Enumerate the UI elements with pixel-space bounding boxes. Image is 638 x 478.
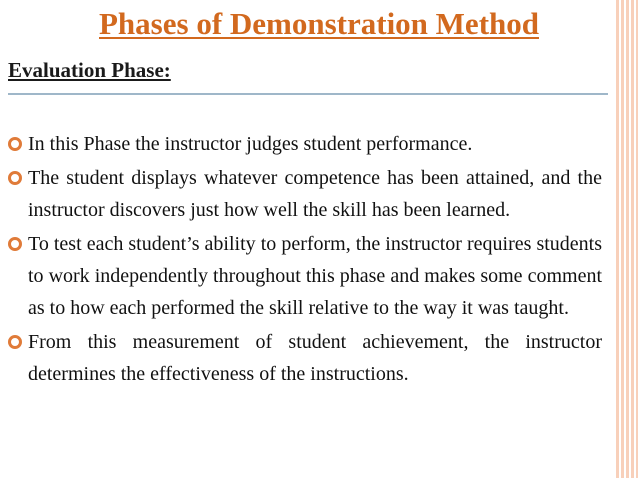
bullet-item (6, 228, 602, 324)
circle-bullet-icon (8, 137, 22, 151)
bullet-item (6, 128, 602, 160)
bullet-text: To test each student’s ability to perform, the instructor requires students to work independently throughout this phase and makes some comment as to how each performed the skill relative to the way it was taught. (28, 233, 602, 319)
circle-bullet-icon (8, 335, 22, 349)
slide-title: Phases of Demonstration Method (99, 6, 539, 41)
bullet-list (6, 128, 602, 392)
circle-bullet-icon (8, 171, 22, 185)
bullet-text: The student displays whatever competence has been attained, and the instructor discovers just how well the skill has been learned. (28, 167, 602, 221)
bullet-text: From this measurement of student achievement, the instructor determines the effectiveness of the instructions. (28, 331, 602, 385)
bullet-text: In this Phase the instructor judges student performance. (28, 133, 473, 155)
circle-bullet-icon (8, 237, 22, 251)
section-heading: Evaluation Phase: (8, 58, 171, 82)
decorative-stripes (614, 0, 638, 478)
bullet-item (6, 162, 602, 226)
divider-line (8, 93, 608, 95)
bullet-item (6, 326, 602, 390)
